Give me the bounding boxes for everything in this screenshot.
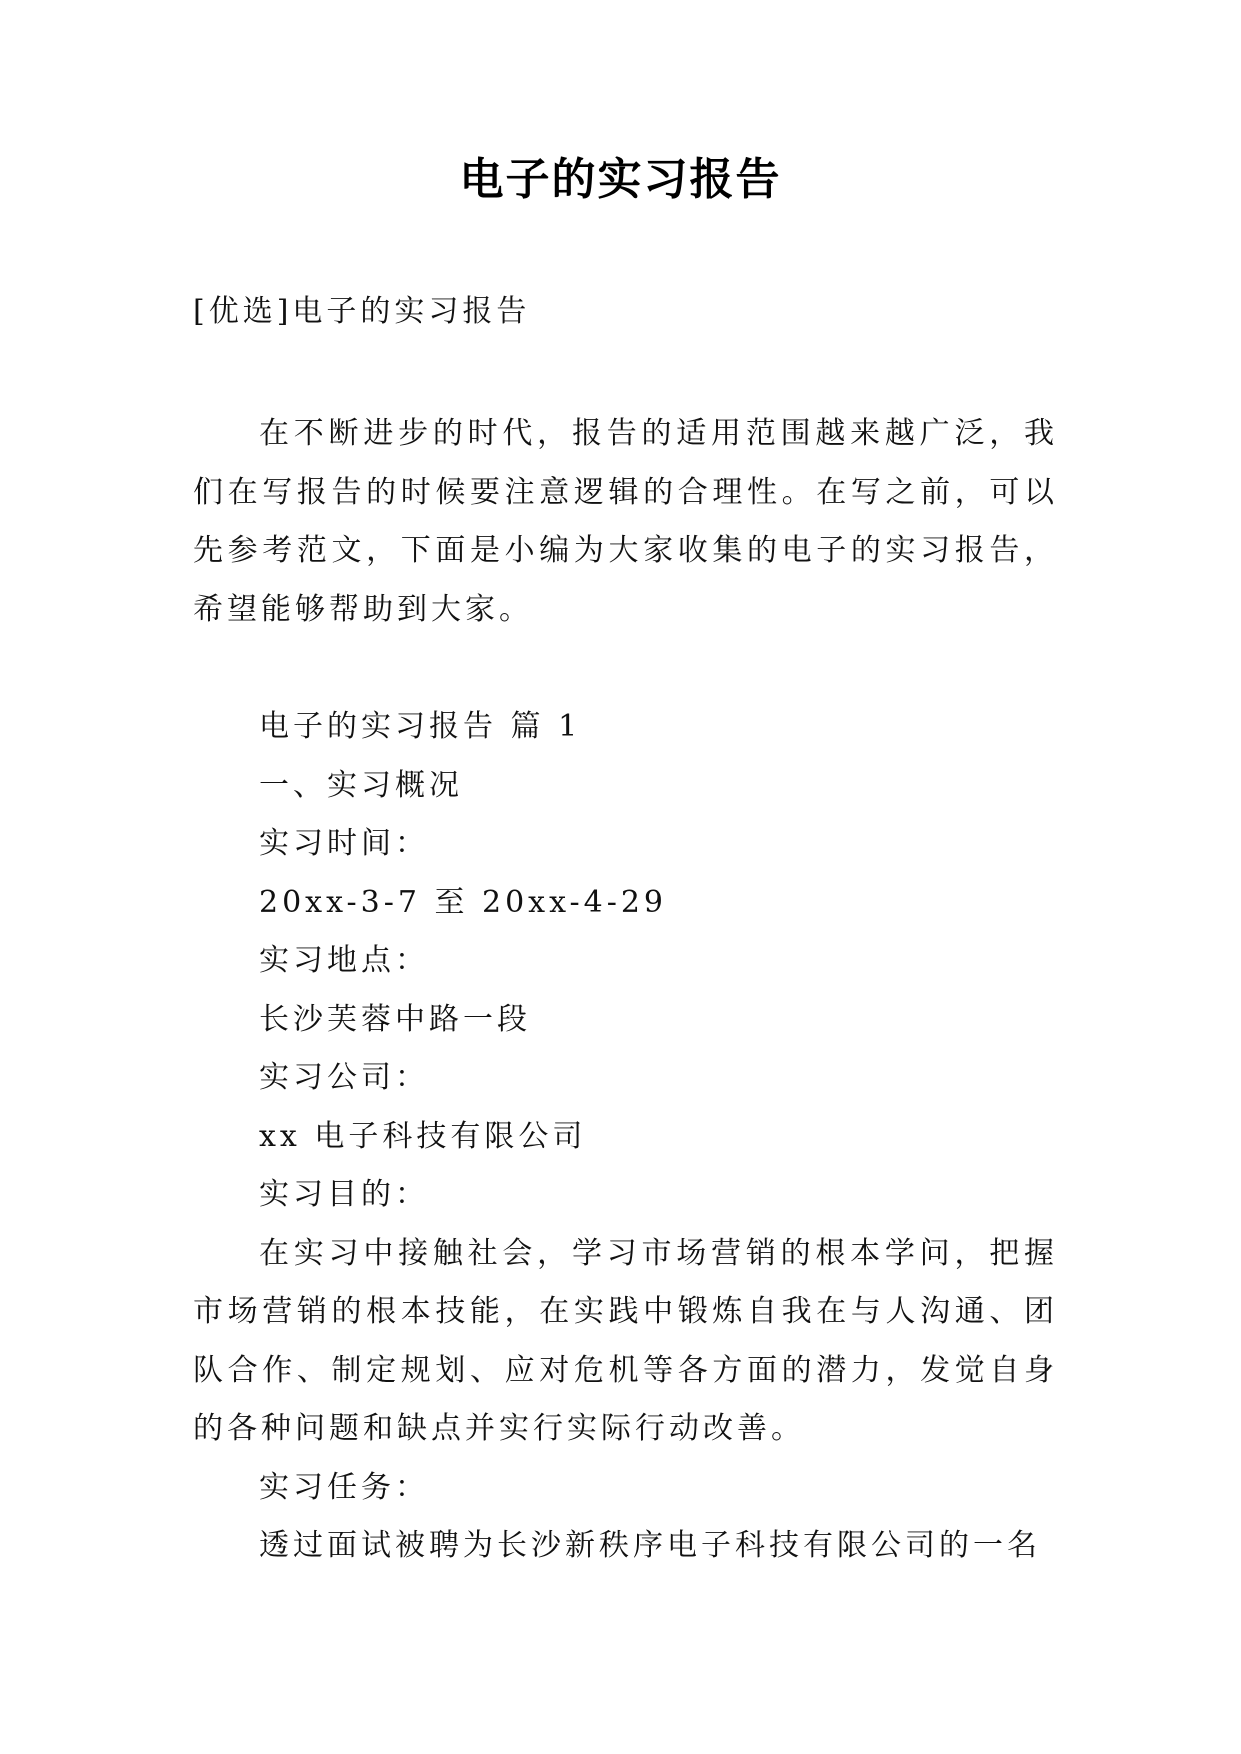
purpose-label: 实习目的： xyxy=(259,1177,429,1212)
task-label: 实习任务： xyxy=(259,1469,429,1505)
place-label: 实习地点： xyxy=(259,943,429,978)
time-label: 实习时间： xyxy=(259,826,429,861)
task-paragraph: 透过面试被聘为长沙新秩序电子科技有限公司的一名 xyxy=(259,1528,1041,1563)
document-subtitle: [优选]电子的实习报告 xyxy=(193,294,531,329)
purpose-paragraph: 在实习中接触社会，学习市场营销的根本学问，把握市场营销的根本技能，在实践中锻炼自我在与人沟通、团队合作、制定规划、应对危机等各方面的潜力，发觉自身的各种问题和缺点并实行实际行动改善。 xyxy=(193,1235,1058,1446)
overview-heading: 一、实习概况 xyxy=(259,767,463,803)
company-label: 实习公司： xyxy=(259,1060,429,1095)
document-title: 电子的实习报告 xyxy=(459,154,782,205)
time-value: 20xx-3-7 至 20xx-4-29 xyxy=(259,884,668,920)
report-body xyxy=(193,698,1058,1576)
section-heading: 电子的实习报告 篇 1 xyxy=(259,709,582,744)
company-value: xx 电子科技有限公司 xyxy=(259,1118,587,1154)
intro-paragraph: 在不断进步的时代，报告的适用范围越来越广泛，我们在写报告的时候要注意逻辑的合理性。在写之前，可以先参考范文，下面是小编为大家收集的电子的实习报告，希望能够帮助到大家。 xyxy=(193,416,1058,627)
place-value: 长沙芙蓉中路一段 xyxy=(259,1001,531,1037)
